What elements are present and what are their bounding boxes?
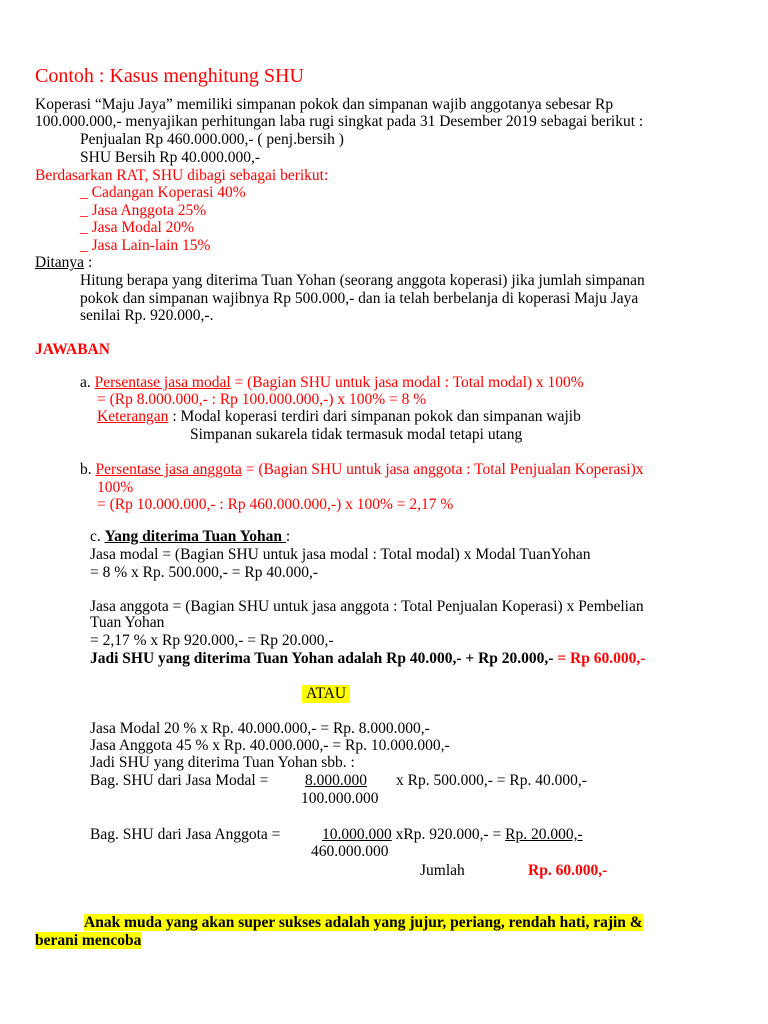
question-line-1: Hitung berapa yang diterima Tuan Yohan (seorang anggota koperasi) jika jumlah simpanan xyxy=(80,272,645,289)
modal-fraction-rest: x Rp. 500.000,- = Rp. 40.000,- xyxy=(396,772,587,789)
question-line-3: senilai Rp. 920.000,-. xyxy=(80,307,214,324)
intro-net-shu: SHU Bersih Rp 40.000.000,- xyxy=(80,149,260,166)
part-a-calc: = (Rp 8.000.000,- : Rp 100.000.000,-) x 100% = 8 % xyxy=(97,391,427,408)
part-c-heading: Yang diterima Tuan Yohan xyxy=(104,528,286,545)
motto-text-2: berani mencoba xyxy=(35,932,142,949)
alt-modal-line: Jasa Modal 20 % x Rp. 40.000.000,- = Rp. 8.000.000,- xyxy=(90,720,430,737)
part-c-anggota-formula-1: Jasa anggota = (Bagian SHU untuk jasa anggota : Total Penjualan Koperasi) x Pembelian xyxy=(90,598,644,615)
anggota-fraction-line xyxy=(322,826,583,844)
question-label: Ditanya xyxy=(35,254,85,271)
part-a-note-line xyxy=(97,408,581,426)
part-c-conclusion-total: = Rp 60.000,- xyxy=(553,650,646,667)
modal-fraction-denominator: 100.000.000 xyxy=(301,790,379,807)
intro-sales: Penjualan Rp 460.000.000,- ( penj.bersih ) xyxy=(80,131,344,148)
distribution-item: _ Jasa Modal 20% xyxy=(80,219,195,236)
anggota-fraction-denominator: 460.000.000 xyxy=(311,843,389,860)
question-line-2: pokok dan simpanan wajibnya Rp 500.000,- dan ia telah berbelanja di koperasi Maju Jaya xyxy=(80,290,639,307)
question-colon: : xyxy=(84,254,93,271)
part-a-marker: a. xyxy=(80,374,95,391)
part-a-note-label: Keterangan xyxy=(97,408,169,425)
part-a-note-1: : Modal koperasi terdiri dari simpanan pokok dan simpanan wajib xyxy=(168,408,581,425)
question-label-line xyxy=(35,254,92,272)
anggota-fraction-result: Rp. 20.000,- xyxy=(505,826,583,843)
part-c-anggota-calc: = 2,17 % x Rp 920.000,- = Rp 20.000,- xyxy=(90,632,334,649)
part-c-heading-line xyxy=(90,528,290,546)
total-value: Rp. 60.000,- xyxy=(528,862,608,879)
part-b-formula-2: 100% xyxy=(97,479,134,496)
motto-line-1 xyxy=(84,914,643,932)
atau-label: ATAU xyxy=(302,685,350,703)
total-label: Jumlah xyxy=(420,862,465,879)
distribution-item: _ Jasa Lain-lain 15% xyxy=(80,237,211,254)
intro-line-1: Koperasi “Maju Jaya” memiliki simpanan pokok dan simpanan wajib anggotanya sebesar Rp xyxy=(35,96,614,113)
part-c-conclusion-line xyxy=(90,650,645,668)
part-c-conclusion: Jadi SHU yang diterima Tuan Yohan adalah Rp 40.000,- + Rp 20.000,- xyxy=(90,650,554,667)
part-b-calc: = (Rp 10.000.000,- : Rp 460.000.000,-) x 100% = 2,17 % xyxy=(97,496,454,513)
answer-heading: JAWABAN xyxy=(35,341,110,358)
intro-line-2: 100.000.000,- menyajikan perhitungan laba rugi singkat pada 31 Desember 2019 sebagai berikut : xyxy=(35,113,644,130)
part-b-marker: b. xyxy=(80,461,96,478)
part-a-formula-line xyxy=(80,374,584,392)
distribution-heading: Berdasarkan RAT, SHU dibagi sebagai berikut: xyxy=(35,167,329,184)
part-a-term: Persentase jasa modal xyxy=(94,374,231,391)
part-c-modal-calc: = 8 % x Rp. 500.000,- = Rp 40.000,- xyxy=(90,564,319,581)
part-c-anggota-formula-2: Tuan Yohan xyxy=(90,614,165,631)
part-b-term: Persentase jasa anggota xyxy=(95,461,242,478)
part-a-note-2: Simpanan sukarela tidak termasuk modal tetapi utang xyxy=(190,426,523,443)
page-title: Contoh : Kasus menghitung SHU xyxy=(35,65,304,87)
part-b-formula: = (Bagian SHU untuk jasa anggota : Total Penjualan Koperasi)x xyxy=(241,461,644,478)
part-c-marker: c. xyxy=(90,528,105,545)
modal-fraction-numerator: 8.000.000 xyxy=(305,772,367,789)
alt-anggota-line: Jasa Anggota 45 % x Rp. 40.000.000,- = Rp. 10.000.000,- xyxy=(90,737,450,754)
distribution-item: _ Jasa Anggota 25% xyxy=(80,202,207,219)
anggota-fraction-label: Bag. SHU dari Jasa Anggota = xyxy=(90,826,281,843)
modal-fraction-label: Bag. SHU dari Jasa Modal = xyxy=(90,772,269,789)
part-b-formula-line xyxy=(80,461,644,479)
distribution-item: _ Cadangan Koperasi 40% xyxy=(80,184,246,201)
anggota-fraction-mid: xRp. 920.000,- = xyxy=(391,826,506,843)
alt-sbb-line: Jadi SHU yang diterima Tuan Yohan sbb. : xyxy=(90,754,355,771)
part-a-formula: = (Bagian SHU untuk jasa modal : Total modal) x 100% xyxy=(230,374,584,391)
part-c-modal-formula: Jasa modal = (Bagian SHU untuk jasa modal : Total modal) x Modal TuanYohan xyxy=(90,546,591,563)
anggota-fraction-numerator: 10.000.000 xyxy=(322,826,392,843)
motto-text-1: Anak muda yang akan super sukses adalah yang jujur, periang, rendah hati, rajin & xyxy=(84,914,643,931)
motto-line-2 xyxy=(35,932,141,950)
part-c-colon: : xyxy=(285,528,291,545)
